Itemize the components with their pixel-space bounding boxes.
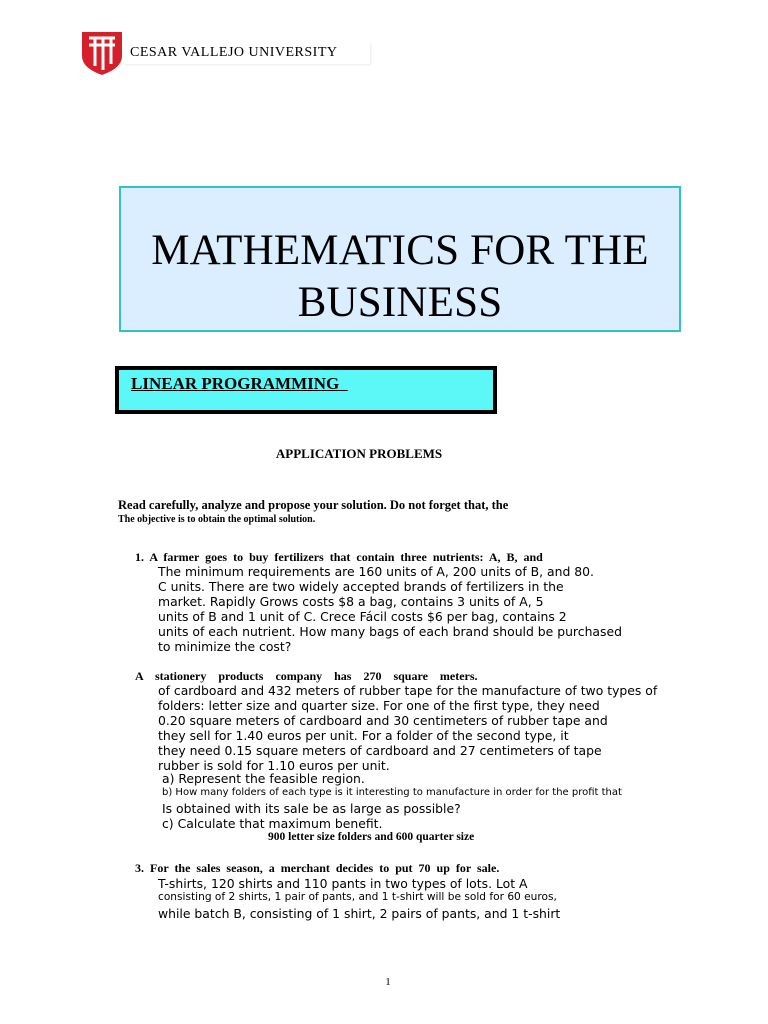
problem-1-line: The minimum requirements are 160 units of A, 200 units of B, and 80.: [158, 564, 594, 579]
intro-line-1: Read carefully, analyze and propose your solution. Do not forget that, the: [118, 498, 509, 512]
problem-3-line: while batch B, consisting of 1 shirt, 2 pairs of pants, and 1 t-shirt: [158, 906, 561, 921]
problem-2-line: they need 0.15 square meters of cardboard and 27 centimeters of tape: [158, 743, 602, 758]
university-logo: [80, 28, 124, 76]
problem-3-line: T-shirts, 120 shirts and 110 pants in two types of lots. Lot A: [158, 876, 528, 891]
page-number: 1: [385, 976, 391, 988]
title-line-1: MATHEMATICS FOR THE: [151, 227, 649, 274]
subheading: APPLICATION PROBLEMS: [275, 446, 443, 461]
problem-2-item-b-cont: Is obtained with its sale be as large as possible?: [162, 801, 461, 816]
intro-line-2: The objective is to obtain the optimal solution.: [118, 514, 316, 525]
problem-1-body: [158, 564, 658, 654]
problem-2-answer: 900 letter size folders and 600 quarter size: [268, 831, 475, 843]
problem-2-heading: A stationery products company has 270 square meters.: [135, 669, 478, 683]
problem-2-item-a: a) Represent the feasible region.: [162, 771, 365, 786]
problem-2-item-b: b) How many folders of each type is it interesting to manufacture in order for the profit that: [162, 787, 622, 798]
section-label: LINEAR PROGRAMMING: [131, 374, 348, 393]
university-name: CESAR VALLEJO UNIVERSITY: [124, 42, 370, 64]
problem-3-line: consisting of 2 shirts, 1 pair of pants, and 1 t-shirt will be sold for 60 euros,: [158, 891, 557, 903]
problem-2-body: [158, 683, 678, 773]
problem-3-heading: 3. For the sales season, a merchant decides to put 70 up for sale.: [135, 861, 500, 875]
problem-2-line: of cardboard and 432 meters of rubber tape for the manufacture of two types of: [158, 683, 658, 698]
problem-1-line: units of each nutrient. How many bags of each brand should be purchased: [158, 624, 622, 639]
problem-1-line: C units. There are two widely accepted brands of fertilizers in the: [158, 579, 564, 594]
title-line-2: BUSINESS: [297, 279, 503, 326]
problem-1-heading: 1. A farmer goes to buy fertilizers that contain three nutrients: A, B, and: [135, 550, 543, 564]
document-title-box: [119, 186, 681, 332]
problem-2-item-c: c) Calculate that maximum benefit.: [162, 816, 383, 831]
problem-2-line: 0.20 square meters of cardboard and 30 centimeters of rubber tape and: [158, 713, 608, 728]
problem-2-line: folders: letter size and quarter size. For one of the first type, they need: [158, 698, 600, 713]
shield-logo-icon: [80, 28, 124, 76]
problem-1-line: units of B and 1 unit of C. Crece Fácil costs $6 per bag, contains 2: [158, 609, 567, 624]
problem-2-line: they sell for 1.40 euros per unit. For a folder of the second type, it: [158, 728, 569, 743]
problem-1-line: to minimize the cost?: [158, 639, 292, 654]
problem-2-line: rubber is sold for 1.10 euros per unit.: [158, 758, 390, 773]
problem-1-line: market. Rapidly Grows costs $8 a bag, contains 3 units of A, 5: [158, 594, 544, 609]
section-label-box: [115, 366, 497, 414]
